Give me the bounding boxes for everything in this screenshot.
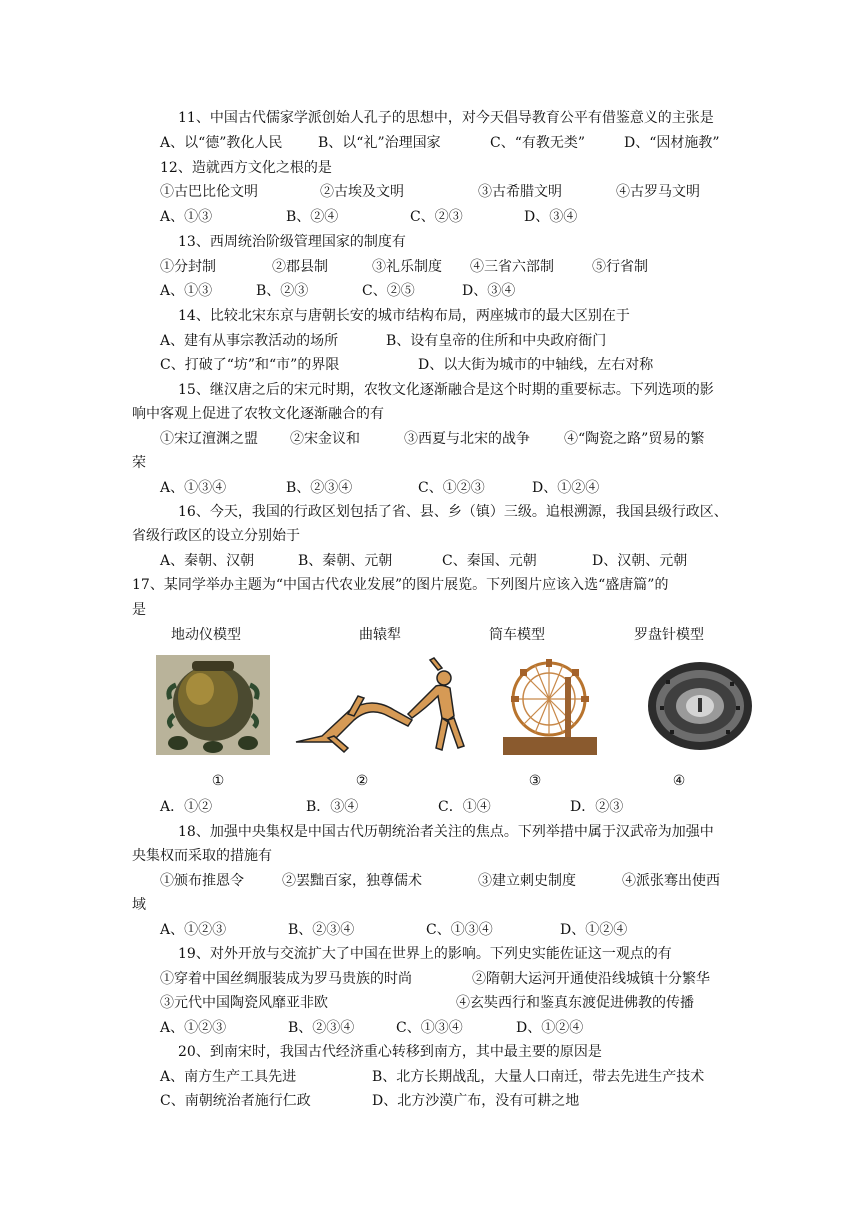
q18-item-4: ④派张骞出使西: [622, 873, 720, 889]
q12-stem: 12、造就西方文化之根的是: [160, 160, 332, 176]
q11-option-b: B、以“礼”治理国家: [318, 135, 441, 151]
q20-option-a: A、南方生产工具先进: [160, 1069, 297, 1085]
q15-stem-line1: 15、继汉唐之后的宋元时期，农牧文化逐渐融合是这个时期的重要标志。下列选项的影: [178, 382, 714, 398]
q11-option-d: D、“因材施教”: [624, 135, 720, 151]
q16-option-d: D、汉朝、元朝: [592, 553, 688, 569]
q15-option-d: D、①②④: [532, 480, 600, 496]
q12-option-a: A、①③: [160, 209, 213, 225]
q15-item-2: ②宋金议和: [290, 431, 360, 447]
q13-option-d: D、③④: [462, 283, 516, 299]
q14-option-a: A、建有从事宗教活动的场所: [160, 333, 339, 349]
q13-item-1: ①分封制: [160, 259, 216, 275]
q15-stem-line2: 响中客观上促进了农牧文化逐渐融合的有: [132, 406, 384, 422]
q16-option-a: A、秦朝、汉朝: [160, 553, 255, 569]
q18-option-d: D、①②④: [560, 922, 628, 938]
q18-stem-line1: 18、加强中央集权是中国古代历朝统治者关注的焦点。下列举措中属于汉武帝为加强中: [178, 824, 714, 840]
q12-item-4: ④古罗马文明: [616, 184, 700, 200]
q15-item-4-cont: 荣: [132, 455, 146, 471]
q19-option-d: D、①②④: [516, 1020, 584, 1036]
q19-item-4: ④玄奘西行和鉴真东渡促进佛教的传播: [456, 995, 694, 1011]
q15-item-3: ③西夏与北宋的战争: [404, 431, 530, 447]
q14-option-c: C、打破了“坊”和“市”的界限: [160, 357, 340, 373]
q17-marker-4: ④: [672, 773, 686, 789]
q13-option-b: B、②③: [256, 283, 309, 299]
q18-item-3: ③建立刺史制度: [478, 873, 576, 889]
curved-plough-image: [292, 656, 466, 756]
q17-marker-2: ②: [355, 773, 369, 789]
q16-option-c: C、秦国、元朝: [442, 553, 537, 569]
water-wheel-image: [503, 657, 597, 755]
q17-caption-3: 筒车模型: [489, 627, 545, 643]
q17-option-b: B．③④: [306, 799, 359, 815]
q20-option-d: D、北方沙漠广布，没有可耕之地: [372, 1093, 580, 1109]
q17-caption-4: 罗盘针模型: [634, 627, 704, 643]
q17-option-a: A．①②: [160, 799, 213, 815]
q12-option-c: C、②③: [410, 209, 463, 225]
seismograph-image: [156, 655, 270, 755]
q12-item-2: ②古埃及文明: [320, 184, 404, 200]
q15-option-a: A、①③④: [160, 480, 227, 496]
q20-option-b: B、北方长期战乱，大量人口南迁，带去先进生产技术: [372, 1069, 705, 1085]
q13-item-3: ③礼乐制度: [372, 259, 442, 275]
q19-stem: 19、对外开放与交流扩大了中国在世界上的影响。下列史实能佐证这一观点的有: [178, 946, 672, 962]
q11-stem: 11、中国古代儒家学派创始人孔子的思想中，对今天倡导教育公平有借鉴意义的主张是: [178, 110, 714, 126]
q17-caption-2: 曲辕犁: [359, 627, 401, 643]
q18-stem-line2: 央集权而采取的措施有: [132, 848, 272, 864]
q17-marker-3: ③: [528, 773, 542, 789]
q18-item-1: ①颁布推恩令: [160, 873, 244, 889]
compass-image: [646, 660, 754, 752]
q16-stem-line1: 16、今天，我国的行政区划包括了省、县、乡（镇）三级。追根溯源，我国县级行政区、: [178, 504, 728, 520]
q12-option-d: D、③④: [524, 209, 578, 225]
q20-stem: 20、到南宋时，我国古代经济重心转移到南方，其中最主要的原因是: [178, 1044, 602, 1060]
q13-item-2: ②郡县制: [272, 259, 328, 275]
q13-option-a: A、①③: [160, 283, 213, 299]
q15-item-1: ①宋辽澶渊之盟: [160, 431, 258, 447]
q17-option-c: C．①④: [438, 799, 491, 815]
q11-option-c: C、“有教无类”: [490, 135, 586, 151]
q17-stem-line1: 17、某同学举办主题为“中国古代农业发展”的图片展览。下列图片应该入选“盛唐篇”的: [132, 577, 669, 593]
q19-option-b: B、②③④: [288, 1020, 355, 1036]
q13-option-c: C、②⑤: [362, 283, 415, 299]
q19-item-1: ①穿着中国丝绸服装成为罗马贵族的时尚: [160, 971, 412, 987]
q17-stem-line2: 是: [132, 602, 146, 618]
q19-option-a: A、①②③: [160, 1020, 227, 1036]
q18-option-a: A、①②③: [160, 922, 227, 938]
q19-item-3: ③元代中国陶瓷风靡亚非欧: [160, 995, 328, 1011]
q18-item-4-cont: 域: [132, 897, 146, 913]
q18-item-2: ②罢黜百家，独尊儒术: [282, 873, 422, 889]
q12-item-1: ①古巴比伦文明: [160, 184, 258, 200]
q14-option-b: B、设有皇帝的住所和中央政府衙门: [386, 333, 607, 349]
q14-stem: 14、比较北宋东京与唐朝长安的城市结构布局，两座城市的最大区别在于: [178, 308, 630, 324]
q13-item-5: ⑤行省制: [592, 259, 648, 275]
q12-item-3: ③古希腊文明: [478, 184, 562, 200]
q15-option-c: C、①②③: [418, 480, 485, 496]
q16-option-b: B、秦朝、元朝: [298, 553, 393, 569]
q17-marker-1: ①: [211, 773, 225, 789]
q19-item-2: ②隋朝大运河开通使沿线城镇十分繁华: [472, 971, 710, 987]
q16-stem-line2: 省级行政区的设立分别始于: [132, 528, 300, 544]
q19-option-c: C、①③④: [396, 1020, 463, 1036]
q20-option-c: C、南朝统治者施行仁政: [160, 1093, 311, 1109]
q17-option-d: D．②③: [570, 799, 624, 815]
q11-option-a: A、以“德”教化人民: [160, 135, 283, 151]
q14-option-d: D、以大街为城市的中轴线，左右对称: [418, 357, 654, 373]
q15-item-4: ④“陶瓷之路”贸易的繁: [564, 431, 705, 447]
q15-option-b: B、②③④: [286, 480, 353, 496]
q12-option-b: B、②④: [286, 209, 339, 225]
q13-item-4: ④三省六部制: [470, 259, 554, 275]
q18-option-c: C、①③④: [426, 922, 493, 938]
q13-stem: 13、西周统治阶级管理国家的制度有: [178, 234, 406, 250]
q18-option-b: B、②③④: [288, 922, 355, 938]
q17-caption-1: 地动仪模型: [171, 627, 241, 643]
